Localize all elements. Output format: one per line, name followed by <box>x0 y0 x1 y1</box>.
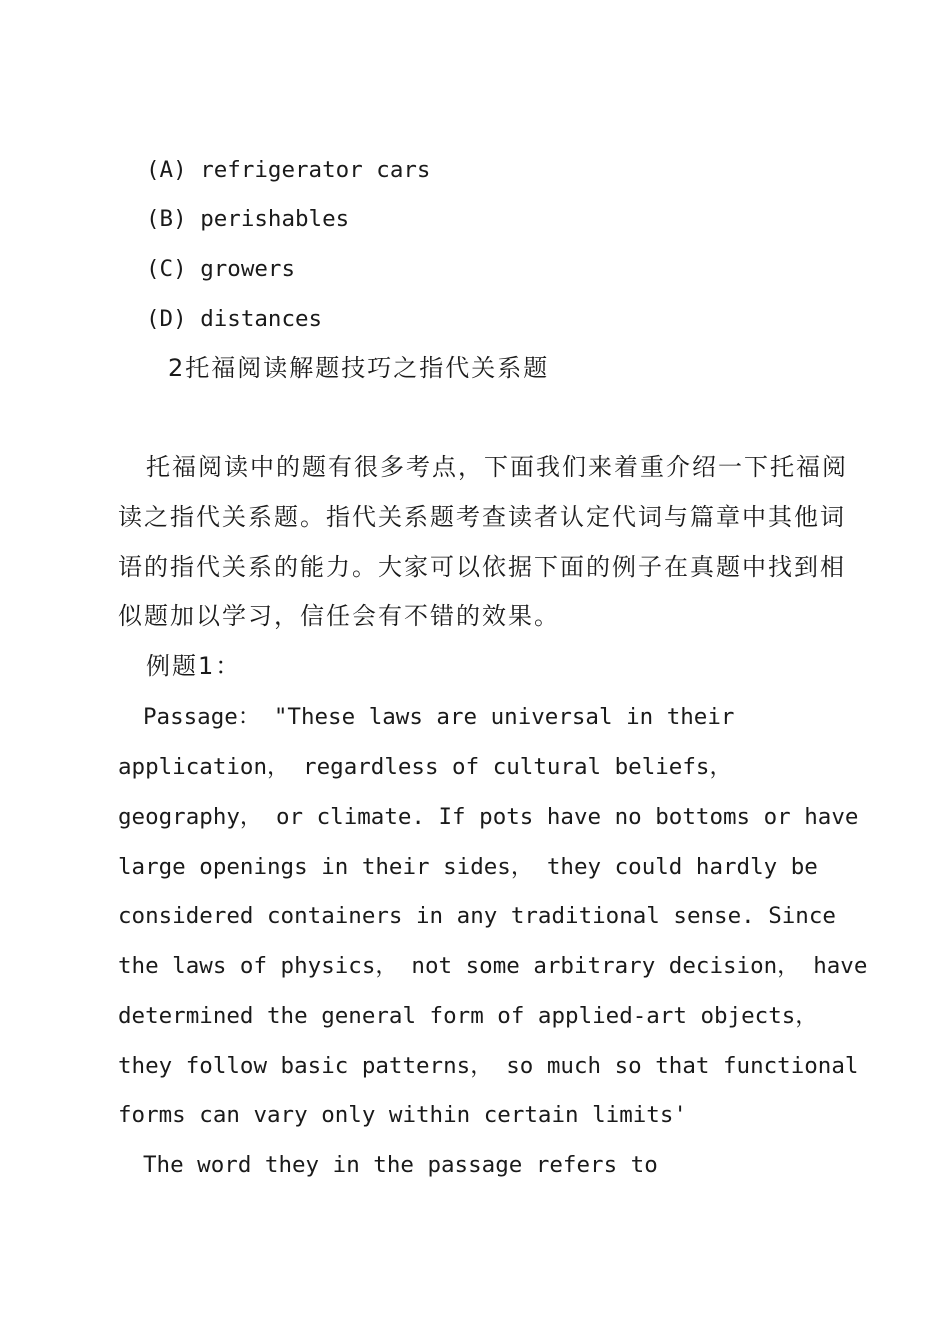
option-c <box>146 254 295 284</box>
example-label: 例题1： <box>146 652 242 680</box>
passage-line: determined the general form of applied-art objects， <box>118 1003 818 1029</box>
option-text: perishables <box>200 206 350 232</box>
passage-line: large openings in their sides， they could hardly be <box>118 854 818 880</box>
passage-line: application， regardless of cultural beliefs， <box>118 754 732 780</box>
option-a <box>146 155 430 185</box>
intro-line: 托福阅读中的题有很多考点，下面我们来着重介绍一下托福阅 <box>146 453 848 481</box>
option-marker: (A) <box>146 157 187 183</box>
option-text: growers <box>200 256 296 282</box>
question-text: The word they in the passage refers to <box>143 1152 658 1178</box>
option-marker: (B) <box>146 206 187 232</box>
passage-line: forms can vary only within certain limits' <box>118 1102 687 1128</box>
section-heading: 2托福阅读解题技巧之指代关系题 <box>168 354 550 382</box>
passage-line: considered containers in any traditional sense. Since <box>118 903 836 929</box>
option-marker: (C) <box>146 256 187 282</box>
option-marker: (D) <box>146 306 187 332</box>
intro-line: 读之指代关系题。指代关系题考查读者认定代词与篇章中其他词 <box>118 503 846 531</box>
option-text: distances <box>200 306 323 332</box>
passage-line: they follow basic patterns， so much so that functional <box>118 1053 859 1079</box>
passage-line: Passage： "These laws are universal in their <box>143 704 735 730</box>
option-text: refrigerator cars <box>200 157 431 183</box>
option-b <box>146 204 349 234</box>
passage-line: geography， or climate. If pots have no bottoms or have <box>118 804 859 830</box>
intro-line: 似题加以学习，信任会有不错的效果。 <box>118 602 560 630</box>
option-d <box>146 304 322 334</box>
passage-line: the laws of physics， not some arbitrary decision， have <box>118 953 868 979</box>
intro-line: 语的指代关系的能力。大家可以依据下面的例子在真题中找到相 <box>118 553 846 581</box>
